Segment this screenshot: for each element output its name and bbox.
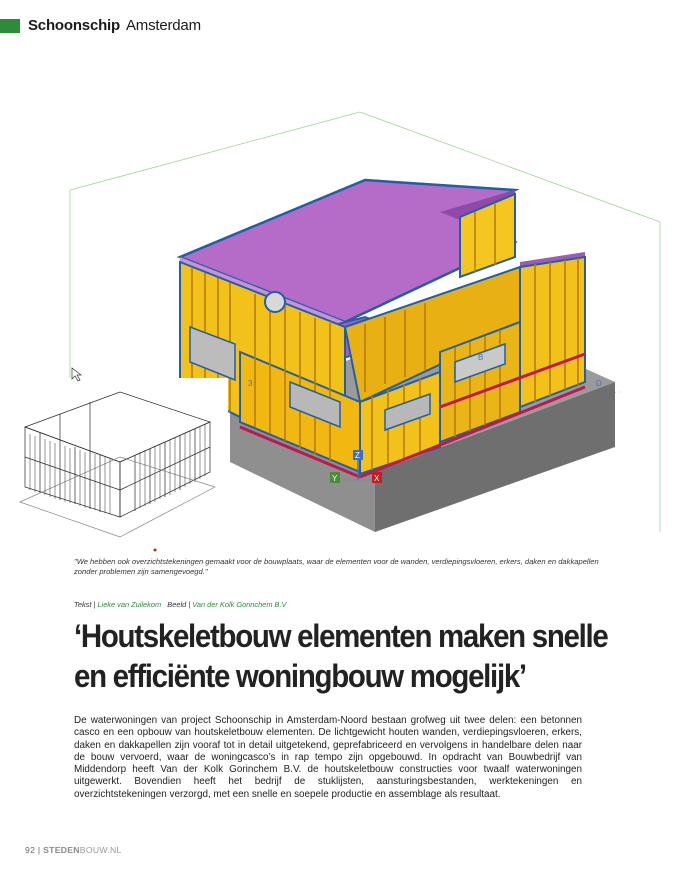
credit-text-name: Lieke van Zuilekom [97, 600, 162, 609]
page-footer [25, 845, 122, 855]
axis-label-x: X [374, 474, 380, 483]
figure-caption: "We hebben ook overzichtstekeningen gemaakt voor de bouwplaats, waar de elementen voor de wanden, verdiepingsvloeren, erkers, daken en dakkapellen zonder problemen zijn samengevoegd." [74, 557, 599, 576]
page-number: 92 [25, 845, 36, 855]
axis-label-3: 3 [248, 379, 253, 388]
credit-image-label: Beeld | [167, 600, 191, 609]
axis-label-z: Z [355, 451, 360, 460]
axis-label-b: B [478, 353, 484, 362]
section-subtitle: Amsterdam [125, 17, 201, 34]
inset-wireframe-view [0, 378, 228, 552]
footer-brand-light: BOUW.NL [79, 845, 122, 855]
footer-separator: | [37, 845, 41, 855]
credit-image-name: Van der Kolk Gorinchem B.V [192, 600, 287, 609]
credit-text-label: Tekst | [74, 600, 96, 609]
footer-brand-bold: STEDEN [43, 845, 80, 855]
article-body: De waterwoningen van project Schoonschip in Amsterdam-Noord bestaan grofweg uit twee delen: een betonnen casco en een opbouw van houtskeletbouw elementen. De lichtgewicht houten wanden, verdiepingsvloeren, erkers, daken en dakkapellen zijn vooraf tot in detail uitgetekend, geprefabriceerd en vervolgens in handelbare delen naar de bouw vervoerd, waar de woningcasco’s in rap tempo zijn opgebouwd. In opdracht van Bouwbedrijf van Middendorp heeft Van der Kolk Gorinchem B.V. de houtskeletbouw constructies voor twaalf waterwoningen uitgewerkt. Bovendien heeft het bedrijf de stuklijsten, aansturingsbestanden, werktekeningen en overzichtstekeningen verzorgd, met een snelle en soepele productie en assemblage als resultaat. [74, 715, 582, 800]
headline-line-1: ‘Houtskeletbouw elementen maken snelle [74, 618, 608, 654]
bim-model-illustration [0, 62, 681, 552]
axis-label-4: 4 [603, 392, 608, 401]
section-header [28, 17, 201, 34]
headline-line-2: en efficiënte woningbouw mogelijk’ [74, 658, 526, 694]
article-credits [74, 600, 286, 609]
axis-label-d: D [596, 379, 602, 388]
section-title: Schoonschip [28, 17, 120, 34]
axis-label-y: Y [332, 474, 338, 483]
article-headline [74, 616, 626, 696]
section-color-bar [0, 19, 20, 33]
